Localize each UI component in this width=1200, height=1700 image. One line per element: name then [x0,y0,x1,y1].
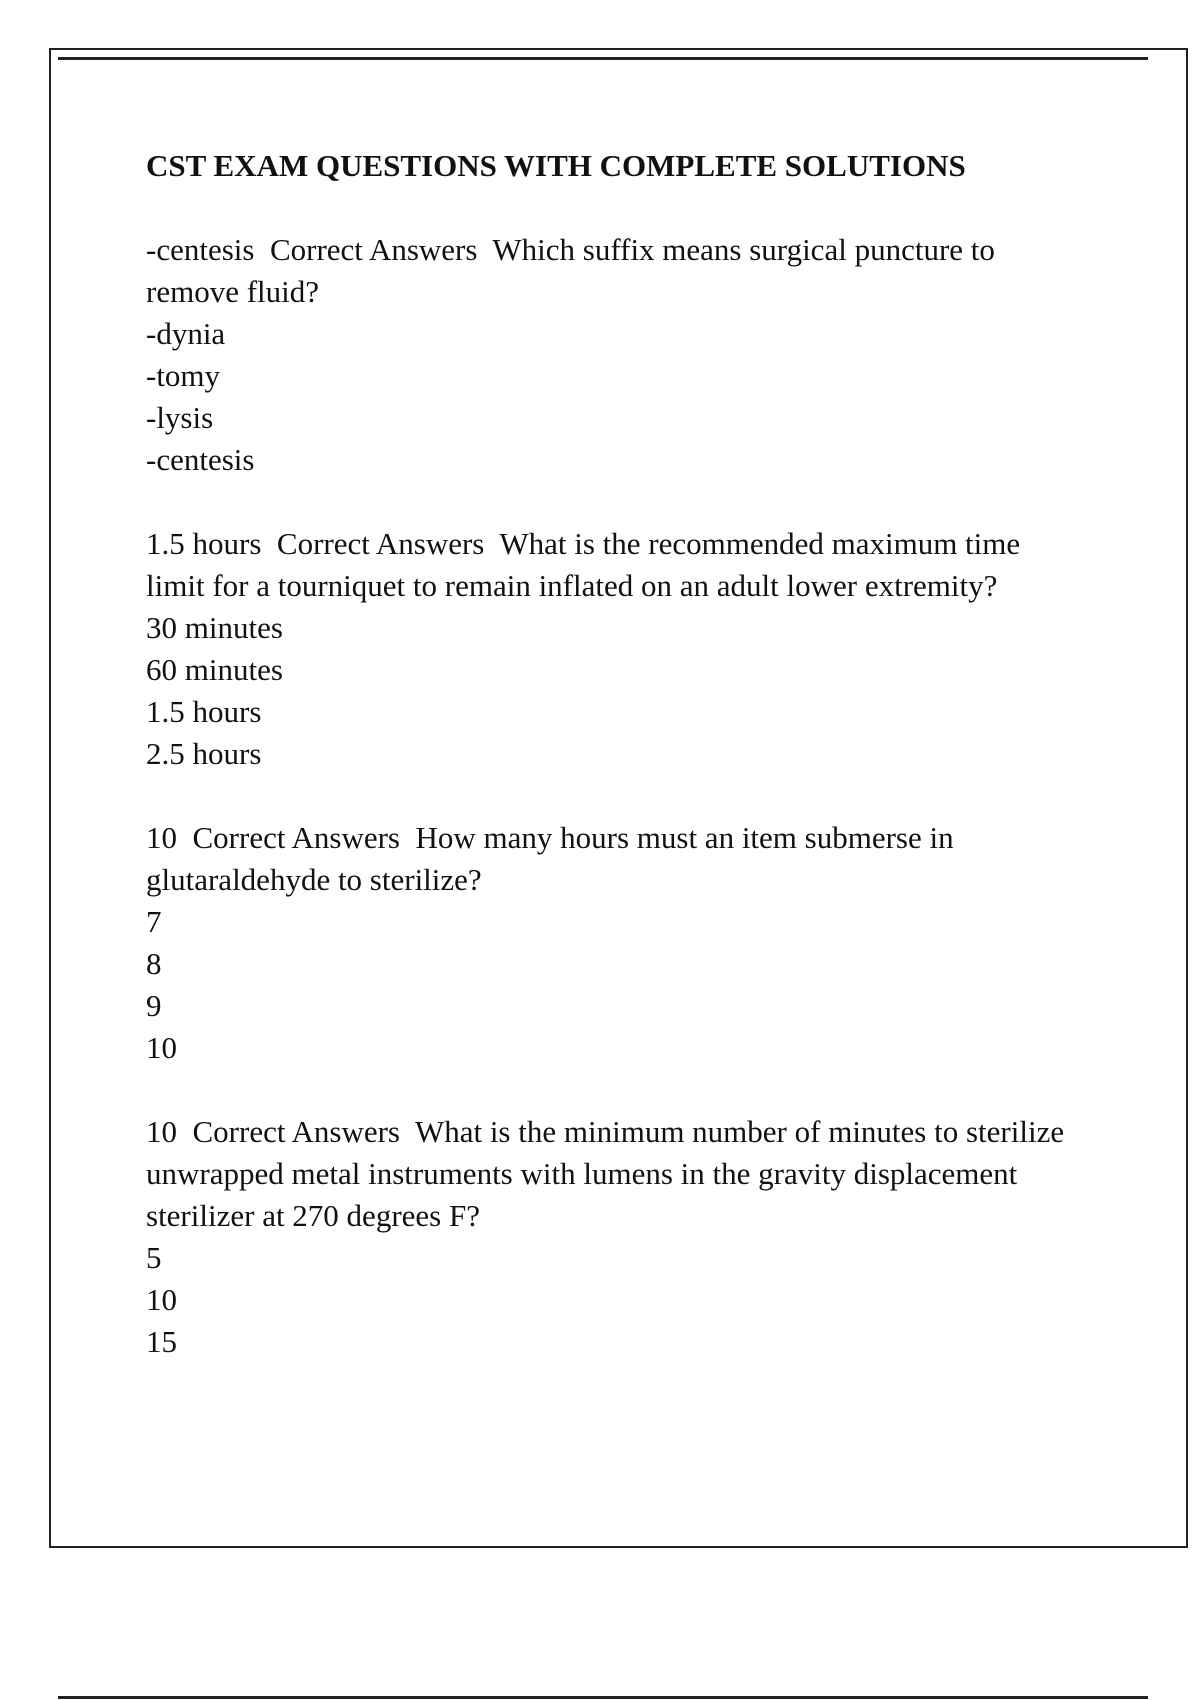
answer-option: 1.5 hours [146,694,262,729]
correct-answer: 1.5 hours [146,526,262,561]
question-line [146,229,1066,313]
question-text: Which suffix means surgical puncture to remove fluid? [146,232,1003,309]
question-block [146,523,1066,775]
answer-option: 10 [146,1282,177,1317]
answer-option: 30 minutes [146,610,283,645]
answer-option: -dynia [146,316,226,351]
question-block [146,1111,1072,1363]
answer-label: Correct Answers [276,526,485,561]
question-line [146,523,1066,607]
answer-label: Correct Answers [269,232,478,267]
question-line [146,817,1066,901]
question-line [146,1111,1072,1237]
question-block [146,817,1066,1069]
answer-label: Correct Answers [192,820,400,855]
answer-option: -lysis [146,400,214,435]
question-text: What is the recommended maximum time limit for a tourniquet to remain inflated on an adult lower extremity? [146,526,1028,603]
correct-answer: 10 [146,1114,177,1149]
question-block [146,229,1066,481]
header-rule [58,57,1148,60]
answer-option: 7 [146,904,162,939]
answer-option: 15 [146,1324,177,1359]
correct-answer: -centesis [146,232,255,267]
answer-option: 9 [146,988,162,1023]
answer-option: 60 minutes [146,652,283,687]
answer-option: 8 [146,946,162,981]
answer-label: Correct Answers [192,1114,400,1149]
document-title: CST EXAM QUESTIONS WITH COMPLETE SOLUTIONS [146,148,966,183]
answer-option: 5 [146,1240,162,1275]
answer-option: 10 [146,1030,177,1065]
correct-answer: 10 [146,820,177,855]
footer-rule [58,1696,1148,1699]
answer-option: 2.5 hours [146,736,262,771]
answer-option: -centesis [146,442,255,477]
document-body [146,145,1072,1405]
question-text: What is the minimum number of minutes to sterilize unwrapped metal instruments with lumens in the gravity displacement sterilizer at 270 degrees F? [146,1114,1072,1233]
question-text: How many hours must an item submerse in glutaraldehyde to sterilize? [146,820,962,897]
answer-option: -tomy [146,358,221,393]
question-list [146,229,1072,1363]
